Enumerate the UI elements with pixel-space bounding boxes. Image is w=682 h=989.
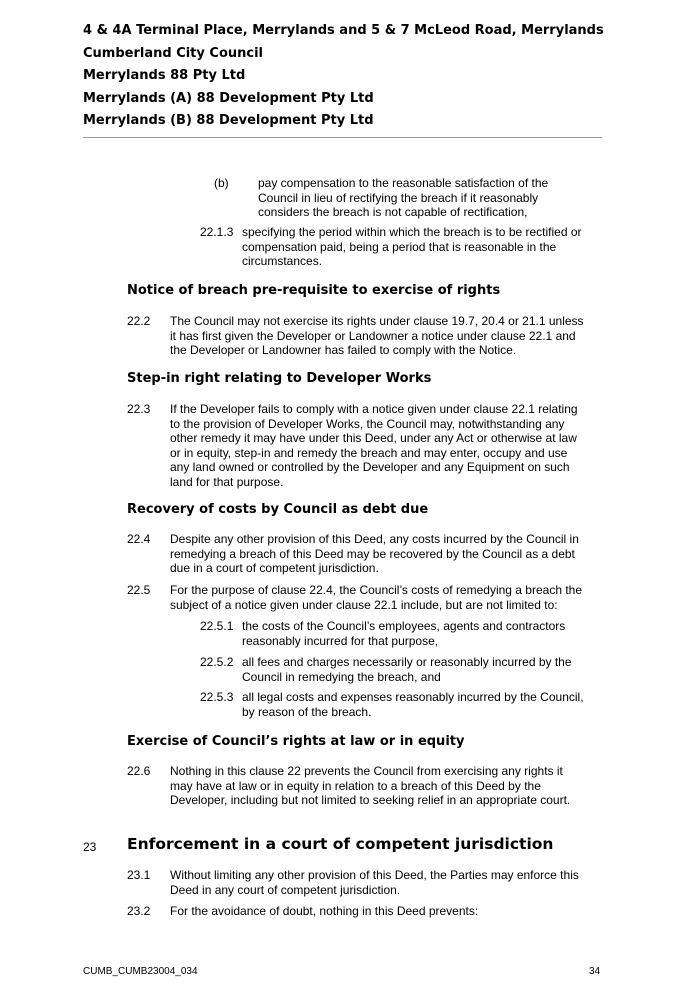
header-party-line: Merrylands 88 Pty Ltd [83, 68, 246, 84]
clause-number: 22.2 [127, 314, 151, 328]
clause-text: If the Developer fails to comply with a notice given under clause 22.1 relating to the provision of Developer Works, the Council may, notwithstanding any other remedy it may have under this Deed, under any Act or otherwise at law or in equity, step-in and remedy the breach and may enter, occupy and use any land owned or controlled by the Developer and any Equipment on such land for that purpose. [170, 402, 578, 489]
clause-number: 22.4 [127, 532, 151, 546]
clause-text: Without limiting any other provision of this Deed, the Parties may enforce this Deed in any court of competent jurisdiction. [170, 868, 579, 897]
clause-number: 23.1 [127, 868, 151, 882]
section-heading: Notice of breach pre-requisite to exercise of rights [127, 283, 501, 298]
clause-text: specifying the period within which the breach is to be rectified or compensation paid, being a period that is reasonable in the circumstances. [242, 225, 582, 269]
clause-text: the costs of the Council’s employees, agents and contractors reasonably incurred for that purpose, [242, 619, 566, 648]
clause-text: The Council may not exercise its rights under clause 19.7, 20.4 or 21.1 unless it has first given the Developer or Landowner a notice under clause 22.1 and the Developer or Landowner has failed to comply with the Notice. [170, 314, 584, 358]
header-project-line: 4 & 4A Terminal Place, Merrylands and 5 & 7 McLeod Road, Merrylands [83, 23, 604, 38]
page-number: 34 [589, 966, 601, 977]
clause-number: 22.5.1 [200, 619, 234, 633]
clause-text: all fees and charges necessarily or reasonably incurred by the Council in remedying the breach, and [242, 655, 572, 684]
clause-text: Despite any other provision of this Deed, any costs incurred by the Council in remedying a breach of this Deed may be recovered by the Council as a debt due in a court of competent jurisdiction. [170, 532, 579, 576]
clause-number: (b) [214, 176, 229, 190]
clause-number: 22.5 [127, 583, 151, 597]
clause-number: 22.5.3 [200, 690, 234, 704]
section-heading: Step-in right relating to Developer Works [127, 371, 432, 386]
header-council-line: Cumberland City Council [83, 45, 264, 61]
clause-number: 23.2 [127, 904, 151, 918]
clause-number: 22.1.3 [200, 225, 234, 239]
clause-text: For the purpose of clause 22.4, the Council’s costs of remedying a breach the subject of a notice given under clause 22.1 include, but are not limited to: [170, 583, 583, 612]
section-heading: Recovery of costs by Council as debt due [127, 502, 429, 517]
clause-text: Nothing in this clause 22 prevents the Council from exercising any rights it may have at law or in equity in relation to a breach of this Deed by the Developer, including but not limited to seeking relief in an appropriate court. [170, 764, 571, 808]
clause-number: 22.5.2 [200, 655, 234, 669]
header-party-line: Merrylands (B) 88 Development Pty Ltd [83, 113, 374, 129]
clause-number: 22.6 [127, 764, 151, 778]
section-number: 23 [83, 840, 97, 854]
clause-number: 22.3 [127, 402, 151, 416]
footer-doc-ref: CUMB_CUMB23004_034 [83, 966, 198, 977]
header-party-line: Merrylands (A) 88 Development Pty Ltd [83, 90, 374, 106]
section-title: Enforcement in a court of competent jurisdiction [127, 835, 554, 853]
section-heading: Exercise of Council’s rights at law or in equity [127, 734, 465, 749]
clause-text: pay compensation to the reasonable satisfaction of the Council in lieu of rectifying the breach if it reasonably considers the breach is not capable of rectification, [258, 176, 549, 220]
document-header [83, 20, 602, 138]
clause-text: For the avoidance of doubt, nothing in this Deed prevents: [170, 904, 479, 918]
clause-text: all legal costs and expenses reasonably incurred by the Council, by reason of the breach. [242, 690, 584, 719]
